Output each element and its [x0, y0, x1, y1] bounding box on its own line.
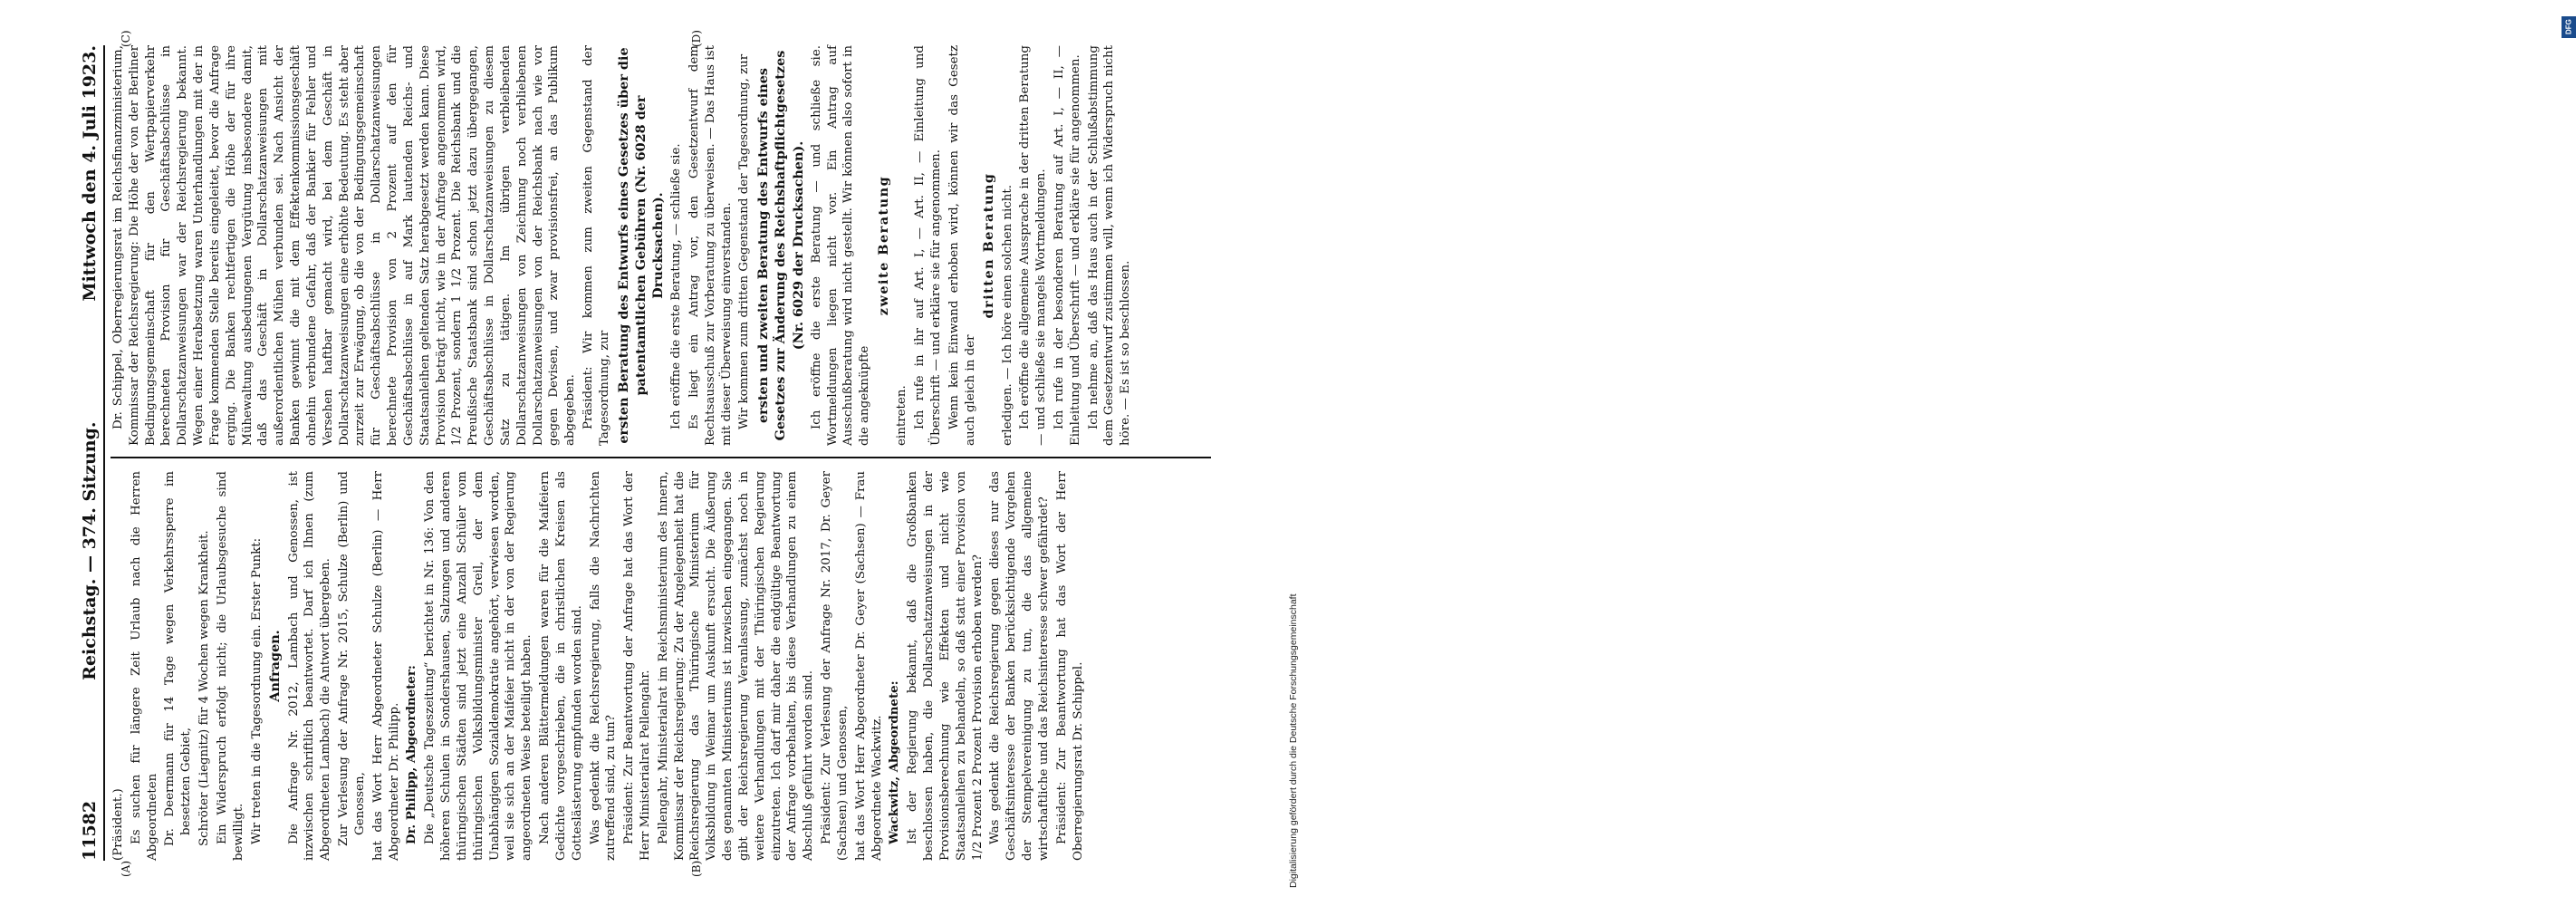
paragraph: Es suchen für längere Zeit Urlaub nach die Herren Abgeordneten [129, 471, 159, 861]
page-date: Mittwoch den 4. Juli 1923. [79, 45, 100, 302]
paragraph: Wenn kein Einwand erhoben wird, können wir das Gesetz auch gleich in der [947, 45, 977, 446]
paragraph: Ich eröffne die erste Beratung — und schließe sie. Wortmeldungen liegen nicht vor. Ein Antrag auf Ausschußberatung wird nicht gestellt. Wir können also sofort in die angeknüpfte [809, 45, 872, 446]
right-column [111, 45, 1216, 446]
section-heading: zweite Beratung [876, 175, 892, 316]
dfg-logo: DFG [2562, 16, 2576, 38]
marker-c: (C) [120, 30, 132, 47]
speaker-label: (Präsident.) [111, 788, 125, 861]
page-number: 11582 [79, 800, 100, 861]
paragraph: Was gedenkt die Reichsregierung gegen dieses nur das Geschäftsinteresse der Banken berücksichtigende Vorgehen der Stempelvereinigung zu tun, die das allgemeine wirtschaftliche und das Reichsinteresse schwer gefährdet? [988, 471, 1051, 861]
paragraph: hat das Wort Herr Abgeordneter Schulze (Berlin) — Herr Abgeordneter Dr. Philipp. [370, 471, 401, 861]
section-heading: Anfragen. [267, 630, 284, 702]
section-heading: dritten Beratung [981, 172, 997, 319]
paragraph: Es liegt ein Antrag vor, den Gesetzentwurf dem Rechtsausschuß zur Vorberatung zu überweisen. — Das Haus ist mit dieser Überweisung einverstanden. [687, 45, 734, 446]
speaker-label: Dr. Philipp, Abgeordneter: [404, 665, 419, 844]
paragraph: Was gedenkt die Reichsregierung, falls die Nachrichten zutreffend sind, zu tun? [588, 471, 619, 861]
document-page [56, 27, 1243, 879]
header-rule [103, 45, 105, 861]
paragraph: Zur Verlesung der Anfrage Nr. 2015, Schulze (Berlin) und Genossen, [337, 471, 367, 846]
paragraph: Ich nehme an, daß das Haus auch in der Schlußabstimmung dem Gesetzentwurf zustimmen will, wenn ich Widerspruch nicht höre. — Es ist so beschlossen. [1086, 45, 1133, 446]
digitization-note: Digitalisierung gefördert durch die Deutsche Forschungsgemeinschaft [1288, 593, 1299, 888]
paragraph: Dr. Deermann für 14 Tage wegen Verkehrssperre im besetzten Gebiet, [163, 471, 194, 846]
paragraph: Ich eröffne die erste Beratung, — schließe sie. [669, 143, 684, 429]
paragraph: Ich rufe in ihr auf Art. I, — Art. II, — Einleitung und Überschrift — und erkläre sie für angenommen. [913, 45, 943, 446]
paragraph: Nach anderen Blättermeldungen waren für die Maifeiern Gedichte vorgeschrieben, die in christlichen Kreisen als Gotteslästerung empfunden worden sind. [538, 471, 584, 861]
marker-d: (D) [690, 30, 703, 47]
paragraph: Präsident: Wir kommen zum zweiten Gegenstand der Tagesordnung, zur [582, 45, 611, 446]
paragraph: Schröter (Liegnitz) für 4 Wochen wegen Krankheit. [197, 530, 212, 846]
column-rule [111, 457, 1211, 458]
paragraph: Ist der Regierung bekannt, daß die Großbanken beschlossen haben, die Dollarschatzanweisungen in der Provisionsberechnung wie Effekten und nicht wie Staatsanleihen zu behandeln, so daß statt einer Provision von 1/2 Prozent 2 Prozent Provision erhoben werden? [906, 471, 985, 861]
paragraph: Die „Deutsche Tageszeitung“ berichtet in Nr. 136: Von den höheren Schulen in Sondershausen, Salzungen und anderen thüringischen Städten sind jetzt eine Anzahl Schüler vom thüringischen Volksbildungsminister Greil, der dem Unabhängigen Sozialdemokratie angehört, verwiesen worden, weil sie sich an der Maifeier nicht in der von der Regierung angeordneten Weise beteiligt haben. [423, 471, 534, 861]
page-header [78, 45, 101, 861]
paragraph: Präsident: Zur Verlesung der Anfrage Nr. 2017, Dr. Geyer (Sachsen) und Genossen, [820, 471, 850, 861]
paragraph: eintreten. [895, 385, 909, 446]
paragraph: Pellengahr, Ministerialrat im Reichsministerium des Innern, Kommissar der Reichsregierung: Zu der Angelegenheit hat die Reichsregierung das Thüringische Ministerium für Volksbildung in Weimar um Auskunft ersucht. Die Äußerung des genannten Ministeriums ist inzwischen eingegangen. Sie gibt der Reichsregierung Veranlassung, zunächst noch in weitere Verhandlungen mit der Thüringischen Regierung einzutreten. Ich darf mir daher die endgültige Beantwortung der Anfrage vorbehalten, bis diese Verhandlungen zu einem Abschluß geführt worden sind. [656, 471, 816, 861]
paragraph: Ich eröffne die allgemeine Aussprache in der dritten Beratung — und schließe sie mangels Wortmeldungen. [1018, 45, 1049, 446]
paragraph: Präsident: Zur Beantwortung der Anfrage hat das Wort der Herr Ministerialrat Pellengahr. [622, 471, 652, 861]
section-heading: ersten und zweiten Beratung des Entwurfs eines Gesetzes zur Änderung des Reichshaftpflichtgesetzes (Nr. 6029 der Drucksachen). [755, 50, 806, 441]
paragraph: Präsident: Zur Beantwortung hat das Wort der Herr Oberregierungsrat Dr. Schippel. [1054, 471, 1085, 861]
paragraph: Dr. Schippel, Oberregierungsrat im Reichsfinanzministerium, Kommissar der Reichsregierung: Die Höhe der von der Berliner Bedingungsgemeinschaft für den Wertpapierverkehr berechneten Provision für Geschäftsabschlüsse in Dollarschatzanweisungen war der Reichsregierung bekannt. Wegen einer Herabsetzung waren Unterhandlungen mit der in Frage kommenden Stelle bereits eingeleitet, bevor die Anfrage erging. Die Banken rechtfertigen die Höhe der für ihre Mühewaltung ausbedungenen Vergütung insbesondere damit, daß das Geschäft in Dollarschatzanweisungen mit außerordentlichen Mühen verbunden sei. Nach Ansicht der Banken gewinnt die mit dem Effektenkommissionsgeschäft ohnehin verbundene Gefahr, daß der Bankier für Fehler und Versehen haftbar gemacht wird, bei dem Geschäft in Dollarschatzanweisungen eine erhöhte Bedeutung. Es steht aber zurzeit zur Erwägung, ob die von der Bedingungsgemeinschaft für Geschäftsabschlüsse in Dollarschatzanweisungen berechnete Provision von 2 Prozent auf den für Geschäftsabschlüsse in auf Mark lautenden Reichs- und Staatsanleihen geltenden Satz herabgesetzt werden kann. Diese Provision beträgt nicht, wie in der Anfrage angenommen wird, 1/2 Prozent, sondern 1 1/2 Prozent. Die Reichsbank und die Preußische Staatsbank sind schon jetzt dazu übergegangen, Geschäftsabschlüsse in Dollarschatzanweisungen zu diesem Satz zu tätigen. Im übrigen verbleibenden Dollarschatzanweisungen von Zeichnung noch verbliebenen Dollarschatzanweisungen von der Reichsbank nach wie vor gegen Devisen, und zwar provisionsfrei, an das Publikum abgegeben. [111, 45, 578, 446]
paragraph: Wir treten in die Tagesordnung ein. Erster Punkt: [249, 537, 264, 844]
paragraph: Die Anfrage Nr. 2012, Lambach und Genossen, ist inzwischen schriftlich beantwortet. Darf ich Ihnen (zum Abgeordneten Lambach) die Antwort übergeben. [286, 471, 333, 861]
paragraph: Wir kommen zum dritten Gegenstand der Tagesordnung, zur [737, 53, 752, 429]
speaker-label: Wackwitz, Abgeordnete: [887, 680, 902, 844]
paragraph: erledigen. — Ich höre einen solchen nicht. [1000, 184, 1014, 446]
left-column [111, 471, 1216, 861]
marker-a: (A) [120, 860, 132, 877]
page-title: Reichstag. — 374. Sitzung. [79, 421, 100, 680]
paragraph: hat das Wort Herr Abgeordneter Dr. Geyer (Sachsen) — Frau Abgeordnete Wackwitz. [853, 471, 884, 861]
section-heading: ersten Beratung des Entwurfs eines Gesetzes über die patentamtlichen Gebühren (Nr. 6028 der Drucksachen). [615, 47, 666, 444]
marker-b: (B) [690, 860, 703, 877]
paragraph: Ein Widerspruch erfolgt nicht; die Urlaubsgesuche sind bewilligt. [215, 471, 245, 861]
paragraph: Ich rufe in der besonderen Beratung auf Art. I, — II, — Einleitung und Überschrift — und erkläre sie für angenommen. [1053, 45, 1082, 446]
